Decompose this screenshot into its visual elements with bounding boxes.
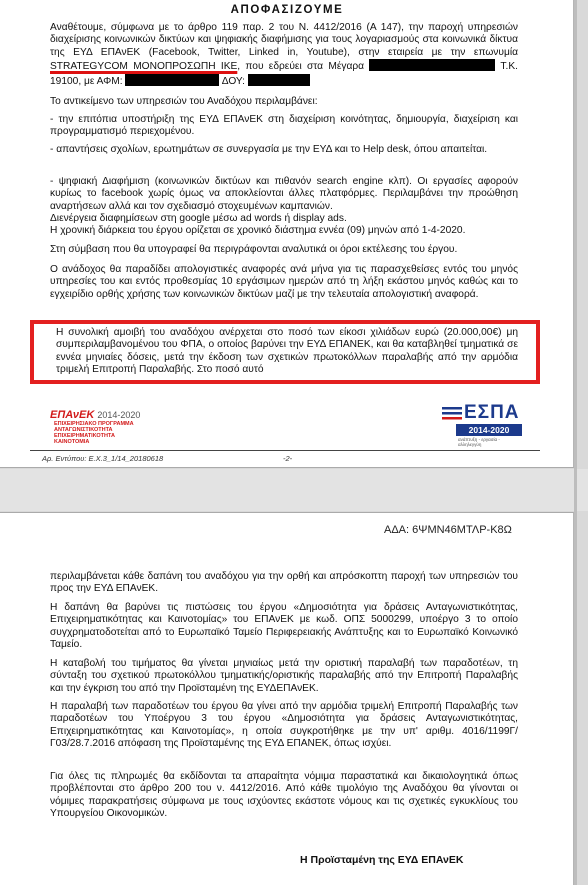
epanek-logo-line: ΚΑΙΝΟΤΟΜΙΑ: [54, 439, 90, 445]
reports-text: Ο ανάδοχος θα παραδίδει απολογιστικές αναφορές ανά μήνα για τις παρασχεθείσες εντός του μηνός υπηρεσίες του και εντός προθεσμίας 10 εργάσιμων ημερών από τη λήξη εκάστου μηνός καθώς και το εγχειρίδιο ορθής χρήσης των κοινωνικών δικτύων μαζί με την τελευταία απολογιστική αναφορά.: [50, 264, 518, 300]
company-name: STRATEGYCOM ΜΟΝΟΠΡΟΣΩΠΗ ΙΚΕ: [50, 61, 238, 73]
scope-bullet-replies: - απαντήσεις σχολίων, ερωτημάτων σε συνεργασία με την ΕΥΔ και το Help desk, όπου απαιτείται.: [50, 144, 488, 155]
assignment-paragraph: [50, 22, 518, 88]
epanek-logo-line: ΕΠΙΧΕΙΡΗΜΑΤΙΚΟΤΗΤΑ: [54, 433, 115, 439]
espa-logo: [442, 402, 522, 446]
scope-google-ads: Διενέργεια διαφημίσεων στη google μέσω ad words ή display ads.: [50, 213, 347, 224]
epanek-logo-line: ΑΝΤΑΓΩΝΙΣΤΙΚΟΤΗΤΑ: [54, 427, 113, 433]
scope-bullet-advertising: - ψηφιακή Διαφήμιση (κοινωνικών δικτύων και πιθανόν search engine κλπ). Οι εργασίες αφορούν κυρίως το facebook χωρίς όμως να αποκλείονται άλλες πλατφόρμες. Περιλαμβάνει την προώθηση αναρτήσεων αλλά και τον σχεδιασμό στοχευμένων καμπανιών.: [50, 176, 518, 212]
fee-continuation: περιλαμβάνεται κάθε δαπάνη του αναδόχου για την ορθή και απρόσκοπτη παροχή των υπηρεσιών του προς την ΕΥΔ ΕΠΑνΕΚ.: [50, 571, 518, 595]
decision-heading: ΑΠΟΦΑΣΙΖΟΥΜΕ: [230, 4, 344, 16]
epanek-logo-years: 2014-2020: [97, 410, 141, 420]
contract-text: Στη σύμβαση που θα υπογραφεί θα περιγράφονται αναλυτικά οι όροι εκτέλεσης του έργου.: [50, 244, 458, 255]
epanek-logo-title: ΕΠΑνΕΚ: [50, 409, 95, 421]
redacted-address: [369, 59, 495, 71]
fee-paragraph: Η συνολική αμοιβή του αναδόχου ανέρχεται στο ποσό των είκοσι χιλιάδων ευρώ (20.000,00€) μη συμπεριλαμβανομένου του ΦΠΑ, ο οποίος βαρύνει την ΕΥΔ ΕΠΑΝΕΚ, και θα καταβληθεί τμηματικά σε εννέα μηνιαίες δόσεις, μετά την έκδοση των σχετικών πρωτοκόλλων παραλαβής από την αρμόδια τριμελή Επιτροπή Παραλαβής. Στο ποσό αυτό: [56, 327, 518, 376]
espa-logo-slogan: ανάπτυξη - εργασία - αλληλεγγύη: [458, 437, 500, 447]
page-number: -2-: [283, 454, 293, 463]
espa-logo-years: 2014-2020: [456, 424, 522, 436]
ada-code: ΑΔΑ: 6ΨΜΝ46ΜΤΛΡ-Κ8Ω: [384, 524, 512, 536]
document-page-3: [0, 512, 574, 885]
page-edge-shadow: [574, 0, 577, 885]
payment-paragraph: Η καταβολή του τιμήματος θα γίνεται μηνιαίως μετά την οριστική παραλαβή των παραδοτέων, τη σύνταξη του σχετικού πρωτοκόλλου τμηματικής/οριστικής παραλαβής από την Επιτροπή Παραλαβής και την έγκριση του από την Προϊσταμένη της ΕΥΔΕΠΑνΕΚ.: [50, 658, 518, 694]
scope-intro: Το αντικείμενο των υπηρεσιών του Αναδόχου περιλαμβάνει:: [50, 96, 318, 107]
espa-logo-title: ΕΣΠΑ: [464, 402, 520, 423]
espa-flag-icon: [442, 406, 462, 422]
redacted-tax-office: [248, 74, 310, 86]
epanek-logo-line: ΕΠΙΧΕΙΡΗΣΙΑΚΟ ΠΡΟΓΡΑΜΜΑ: [54, 421, 134, 427]
page-gap: [0, 469, 588, 511]
scope-bullet-support: - την επιτόπια υποστήριξη της ΕΥΔ ΕΠΑνΕΚ στη διαχείριση κοινότητας, δημιουργία, διαχείριση και προγραμματισμό περιεχομένου.: [50, 114, 518, 138]
signature-title: Η Προϊσταμένη της ΕΥΔ ΕΠΑνΕΚ: [300, 854, 464, 866]
form-code: Αρ. Εντύπου: Ε.Χ.3_1/14_20180618: [42, 454, 164, 463]
company-seat: , που εδρεύει στα Μέγαρα: [237, 61, 365, 73]
duration-text: Η χρονική διάρκεια του έργου ορίζεται σε χρονικό διάστημα εννέα (09) μηνών από 1-4-2020.: [50, 225, 466, 236]
footer-divider: [30, 450, 540, 451]
payment-documents-paragraph: Για όλες τις πληρωμές θα εκδίδονται τα απαραίτητα νόμιμα παραστατικά και δικαιολογητικά όπως προβλέπονται στο άρθρο 200 του ν. 4412/2016. Από κάθε τιμολόγιο της Αναδόχου θα γίνονται οι νόμιμες παρακρατήσεις σύμφωνα με τους ισχύοντες εκάστοτε νόμους και τις σχετικές εγκυκλίους του Υπουργείου Οικονομικών.: [50, 771, 518, 820]
postal-code-text: Τ.Κ. 19100, με ΑΦΜ:: [50, 61, 518, 87]
funding-paragraph: Η δαπάνη θα βαρύνει τις πιστώσεις του έργου «Δημοσιότητα για δράσεις Ανταγωνιστικότητας, Επιχειρηματικότητας και Καινοτομίας» του ΕΠΑνΕΚ με κωδ. ΟΠΣ 5000299, υποέργο 3 το οποίο συγχρηματοδοτείται από το Ευρωπαϊκό Ταμείο Περιφερειακής Ανάπτυξης και το Ευρωπαϊκό Κοινωνικό Ταμείο.: [50, 602, 518, 651]
tax-office-label: ΔΟΥ:: [221, 75, 245, 87]
assignment-text: Αναθέτουμε, σύμφωνα με το άρθρο 119 παρ. 2 του Ν. 4412/2016 (Α 147), την παροχή υπηρεσιών διαχείρισης κοινωνικών δικτύων και ψηφιακής διαφήμισης για τους λογαριασμούς στα κοινωνικά δίκτυα της ΕΥΔ ΕΠΑνΕΚ (Facebook, Twitter, Linked in, Youtube), στην εταιρεία με την επωνυμία: [50, 22, 518, 58]
epanek-logo: [50, 409, 180, 445]
redacted-vat-number: [125, 74, 219, 86]
receipt-paragraph: Η παραλαβή των παραδοτέων του έργου θα γίνει από την αρμόδια τριμελή Επιτροπή Παραλαβής των παραδοτέων του Υποέργου 3 του έργου «Δημοσιότητα για δράσεις Ανταγωνιστικότητας, Επιχειρηματικότητας και Καινοτομίας», η οποία συγκροτήθηκε με την υπ' αριθμ. 4016/1199Γ/Γ03/28.7.2016 απόφαση της Προϊσταμένης της ΕΥΔ ΕΠΑΝΕΚ, όπως ισχύει.: [50, 701, 518, 750]
